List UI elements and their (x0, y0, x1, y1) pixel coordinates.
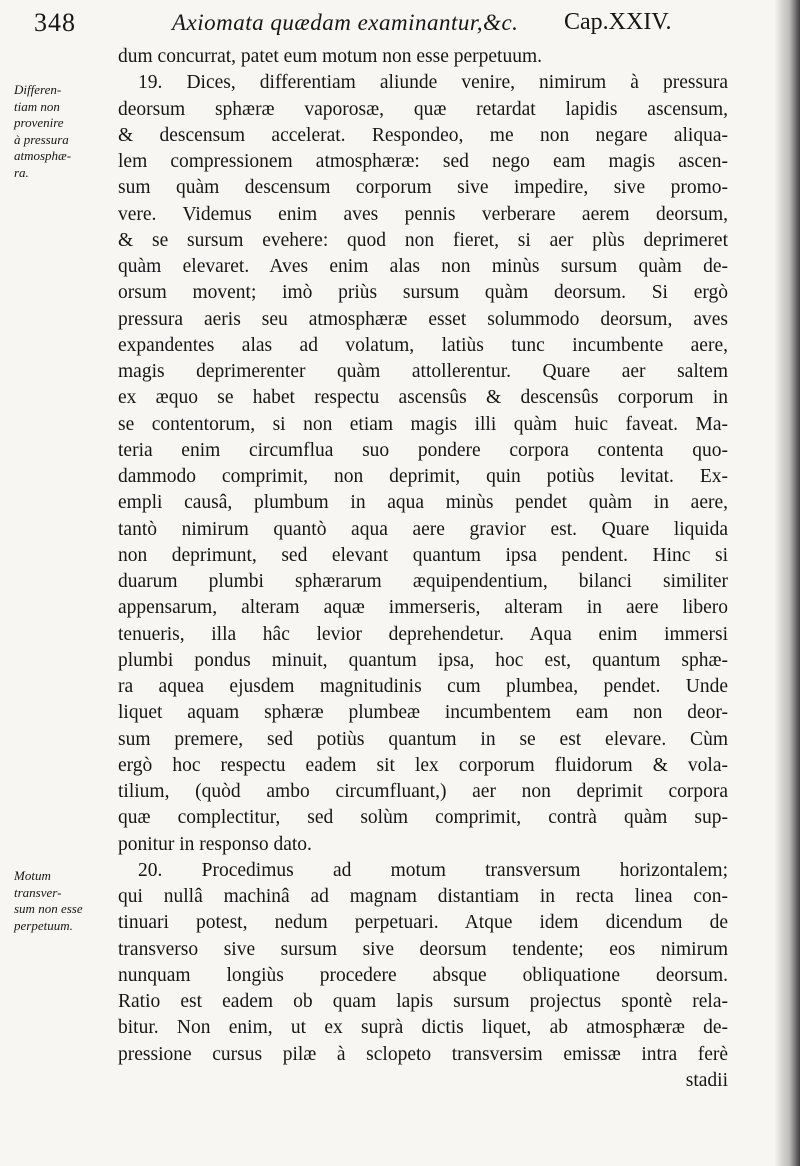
text-line: appensarum, alteram aquæ immerseris, alteram in aere libero (118, 597, 728, 619)
marginal-note-line: à pressura (14, 131, 69, 147)
text-line: pressura aeris seu atmosphæræ esset solummodo deorsum, aves (118, 308, 728, 330)
marginal-note-line: perpetuum. (14, 917, 73, 933)
text-line: liquet aquam sphæræ plumbeæ incumbentem eam non deor- (118, 702, 728, 724)
text-line: empli causâ, plumbum in aqua minùs pendet quàm in aere, (118, 492, 728, 514)
paragraph-19-start: 19. Dices, differentiam aliunde venire, nimirum à pressura (138, 72, 728, 94)
catchword: stadii (685, 1069, 728, 1091)
main-text-column (118, 44, 728, 1094)
text-line: transverso sive sursum sive deorsum tendente; eos nimirum (118, 938, 728, 960)
text-line: qui nullâ machinâ ad magnam distantiam in recta linea con- (118, 886, 728, 907)
text-line: plumbi pondus minuit, quantum ipsa, hoc est, quantum sphæ- (118, 649, 728, 671)
text-line: tinuari potest, nedum perpetuari. Atque idem dicendum de (118, 912, 728, 934)
page-number: 348 (34, 8, 76, 37)
marginal-note-line: sum non esse (14, 901, 83, 916)
running-head (0, 6, 760, 40)
text-line: duarum plumbi sphærarum æquipendentium, bilanci similiter (118, 571, 728, 592)
text-line: dum concurrat, patet eum motum non esse perpetuum. (118, 46, 543, 67)
text-line: ergò hoc respectu eadem sit lex corporum fluidorum & vola- (118, 754, 728, 776)
marginal-note-line: transver- (14, 884, 62, 900)
text-line: tilium, (quòd ambo circumfluant,) aer non deprimit corpora (118, 781, 728, 802)
text-line: Ratio est eadem ob quam lapis sursum projectus spontè rela- (118, 991, 728, 1012)
chapter-label: Cap.XXIV. (564, 9, 672, 35)
paragraph-20-start: 20. Procedimus ad motum transversum horizontalem; (138, 859, 728, 881)
text-line: tenueris, illa hâc levior deprehendetur. Aqua enim immersi (118, 623, 728, 645)
text-line: deorsum sphæræ vaporosæ, quæ retardat lapidis ascensum, (118, 98, 728, 120)
text-line: & se sursum evehere: quod non fieret, si aer plùs deprimeret (118, 229, 728, 251)
marginal-note-line: provenire (14, 115, 64, 130)
marginal-note-line: tiam non (14, 98, 60, 114)
page-spine-shadow (774, 0, 800, 1166)
text-line: lem compressionem atmosphæræ: sed nego eam magis ascen- (118, 151, 728, 172)
text-line: ra aquea ejusdem magnitudinis cum plumbea, pendet. Unde (118, 676, 728, 697)
text-line: expandentes alas ad volatum, latiùs tunc incumbente aere, (118, 334, 728, 356)
text-line: bitur. Non enim, ut ex suprà dictis liquet, ab atmosphæræ de- (118, 1017, 728, 1039)
text-line: sum premere, sed potiùs quantum in se est elevare. Cùm (118, 728, 728, 750)
text-line: orsum movent; imò priùs sursum quàm deorsum. Si ergò (118, 282, 728, 304)
marginal-note-line: Motum (14, 868, 51, 883)
text-line: & descensum accelerat. Respondeo, me non negare aliqua- (118, 124, 728, 146)
marginal-note-line: ra. (14, 164, 29, 180)
text-line: dammodo comprimit, non deprimit, quin potiùs levitat. Ex- (118, 466, 728, 487)
text-line: quàm elevaret. Aves enim alas non minùs sursum quàm de- (118, 256, 728, 277)
marginal-note-line: Differen- (14, 82, 62, 97)
marginal-note-line: atmosphæ- (14, 148, 72, 163)
text-line: vere. Videmus enim aves pennis verberare aerem deorsum, (118, 203, 728, 225)
text-line: magis deprimerenter quàm attollerentur. Quare aer saltem (118, 361, 728, 382)
text-line: sum quàm descensum corporum sive impedire, sive promo- (118, 177, 728, 199)
marginal-note-motum (14, 868, 114, 934)
text-line: quæ complectitur, sed solùm comprimit, contrà quàm sup- (118, 807, 728, 829)
text-line: non deprimunt, sed elevant quantum ipsa pendent. Hinc si (118, 544, 728, 566)
text-line: teria enim circumflua suo pondere corpora contenta quo- (118, 439, 728, 461)
text-line: pressione cursus pilæ à sclopeto transversim emissæ intra ferè (118, 1043, 728, 1065)
text-line: tantò nimirum quantò aqua aere gravior est. Quare liquida (118, 518, 728, 540)
running-title: Axiomata quædam examinantur,&c. (172, 10, 519, 35)
text-line: ponitur in responso dato. (118, 833, 312, 855)
text-line: ex æquo se habet respectu ascensûs & descensûs corporum in (118, 387, 728, 409)
marginal-note-differentiam (14, 82, 114, 181)
text-line: nunquam longiùs procedere absque obliquatione deorsum. (118, 964, 728, 986)
text-line: se contentorum, si non etiam magis illi quàm huic faveat. Ma- (118, 413, 728, 435)
